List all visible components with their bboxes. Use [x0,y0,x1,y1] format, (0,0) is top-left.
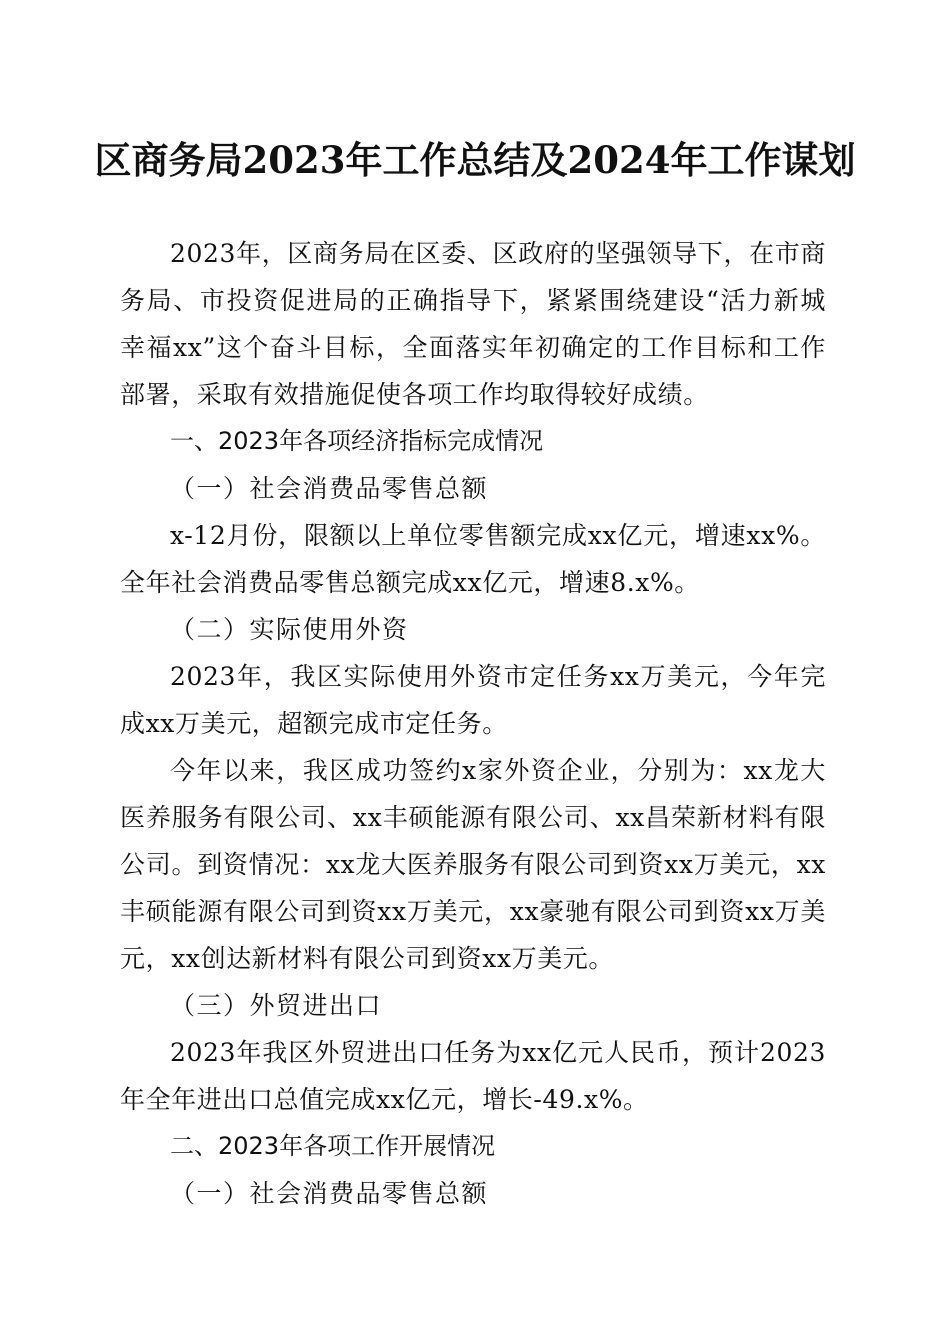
subsection-heading-foreign-investment: （二）实际使用外资 [170,615,409,644]
signed-enterprises-paragraph: 今年以来，我区成功签约x家外资企业，分别为：xx龙大医养服务有限公司、xx丰硕能源有限公司、xx昌荣新材料有限公司。到资情况：xx龙大医养服务有限公司到资xx万美元，xx丰硕能源有限公司到资xx万美元，xx豪驰有限公司到资xx万美元，xx创达新材料有限公司到资xx万美元。 [120,756,826,973]
foreign-investment-paragraph: 2023年，我区实际使用外资市定任务xx万美元，今年完成xx万美元，超额完成市定任务。 [120,662,826,738]
intro-paragraph: 2023年，区商务局在区委、区政府的坚强领导下，在市商务局、市投资促进局的正确指导下，紧紧围绕建设“活力新城 幸福xx”这个奋斗目标，全面落实年初确定的工作目标和工作部署，采取有效措施促使各项工作均取得较好成绩。 [120,239,826,409]
trade-paragraph: 2023年我区外贸进出口任务为xx亿元人民币，预计2023年全年进出口总值完成xx亿元，增长-49.x%。 [120,1038,826,1114]
subsection-heading-retail: （一）社会消费品零售总额 [170,474,489,503]
retail-paragraph: x-12月份，限额以上单位零售额完成xx亿元，增速xx%。全年社会消费品零售总额完成xx亿元，增速8.x%。 [120,521,826,597]
subsection-heading-trade: （三）外贸进出口 [170,991,383,1020]
section-heading-1: 一、2023年各项经济指标完成情况 [170,427,544,455]
subsection-heading-retail-work: （一）社会消费品零售总额 [170,1179,489,1208]
section-heading-2: 二、2023年各项工作开展情况 [170,1132,496,1160]
document-title: 区商务局2023年工作总结及2024年工作谋划 [94,138,856,182]
document-body [120,230,826,1217]
